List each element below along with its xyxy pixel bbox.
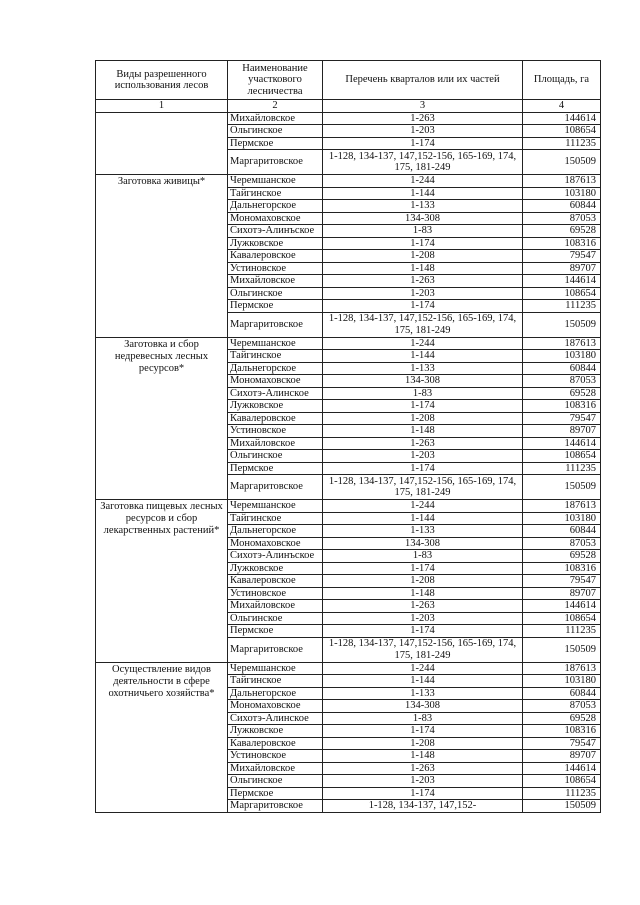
activity-type-cell: Заготовка живицы* <box>96 175 228 338</box>
forestry-name-cell: Маргаритовское <box>228 637 323 662</box>
area-cell: 69528 <box>523 225 601 238</box>
forestry-name-cell: Устиновское <box>228 425 323 438</box>
quarters-cell: 1-133 <box>323 525 523 538</box>
forestry-name-cell: Тайгинское <box>228 675 323 688</box>
forestry-name-cell: Ольгинское <box>228 775 323 788</box>
quarters-cell: 1-174 <box>323 787 523 800</box>
forestry-name-cell: Дальнегорское <box>228 525 323 538</box>
column-number: 2 <box>228 100 323 113</box>
area-cell: 60844 <box>523 362 601 375</box>
quarters-cell: 1-203 <box>323 450 523 463</box>
area-cell: 111235 <box>523 462 601 475</box>
forestry-name-cell: Сихотэ-Алинское <box>228 712 323 725</box>
forestry-name-cell: Черемшанское <box>228 175 323 188</box>
quarters-cell: 134-308 <box>323 375 523 388</box>
quarters-cell: 1-144 <box>323 350 523 363</box>
area-cell: 108654 <box>523 125 601 138</box>
forestry-name-cell: Маргаритовское <box>228 475 323 500</box>
quarters-cell: 1-208 <box>323 575 523 588</box>
area-cell: 79547 <box>523 412 601 425</box>
forestry-name-cell: Сихотэ-Алинское <box>228 387 323 400</box>
table-row <box>96 175 601 188</box>
table-row <box>96 662 601 675</box>
quarters-cell: 1-148 <box>323 425 523 438</box>
area-cell: 187613 <box>523 337 601 350</box>
area-cell: 108316 <box>523 400 601 413</box>
forestry-name-cell: Пермское <box>228 462 323 475</box>
forestry-name-cell: Михайловское <box>228 600 323 613</box>
forestry-name-cell: Кавалеровское <box>228 412 323 425</box>
quarters-cell: 1-144 <box>323 512 523 525</box>
quarters-cell: 1-148 <box>323 750 523 763</box>
table-row <box>96 500 601 513</box>
activity-type-cell: Заготовка и сбор недревесных лесных ресурсов* <box>96 337 228 500</box>
quarters-cell: 134-308 <box>323 700 523 713</box>
area-cell: 108316 <box>523 562 601 575</box>
forestry-name-cell: Ольгинское <box>228 450 323 463</box>
activity-type-cell <box>96 112 228 175</box>
area-cell: 60844 <box>523 200 601 213</box>
forestry-name-cell: Пермское <box>228 300 323 313</box>
column-number: 1 <box>96 100 228 113</box>
forestry-name-cell: Тайгинское <box>228 187 323 200</box>
forestry-name-cell: Мономаховское <box>228 700 323 713</box>
area-cell: 60844 <box>523 525 601 538</box>
quarters-cell: 1-128, 134-137, 147,152-156, 165-169, 174, 175, 181-249 <box>323 475 523 500</box>
area-cell: 103180 <box>523 350 601 363</box>
quarters-cell: 1-244 <box>323 662 523 675</box>
forestry-name-cell: Маргаритовское <box>228 150 323 175</box>
forestry-name-cell: Маргаритовское <box>228 312 323 337</box>
area-cell: 150509 <box>523 150 601 175</box>
forestry-name-cell: Мономаховское <box>228 537 323 550</box>
area-cell: 79547 <box>523 250 601 263</box>
area-cell: 87053 <box>523 375 601 388</box>
quarters-cell: 1-144 <box>323 187 523 200</box>
area-cell: 111235 <box>523 300 601 313</box>
quarters-cell: 1-133 <box>323 362 523 375</box>
quarters-cell: 1-133 <box>323 687 523 700</box>
header-use-type: Виды разрешенного использования лесов <box>96 61 228 100</box>
area-cell: 60844 <box>523 687 601 700</box>
area-cell: 111235 <box>523 787 601 800</box>
quarters-cell: 1-128, 134-137, 147,152-156, 165-169, 174, 175, 181-249 <box>323 637 523 662</box>
forestry-name-cell: Михайловское <box>228 762 323 775</box>
quarters-cell: 1-203 <box>323 125 523 138</box>
quarters-cell: 1-263 <box>323 437 523 450</box>
area-cell: 89707 <box>523 750 601 763</box>
forest-use-table <box>95 60 601 813</box>
forestry-name-cell: Лужковское <box>228 400 323 413</box>
area-cell: 79547 <box>523 737 601 750</box>
quarters-cell: 1-128, 134-137, 147,152-156, 165-169, 174, 175, 181-249 <box>323 150 523 175</box>
forestry-name-cell: Черемшанское <box>228 500 323 513</box>
area-cell: 150509 <box>523 800 601 813</box>
area-cell: 103180 <box>523 512 601 525</box>
quarters-cell: 1-148 <box>323 262 523 275</box>
forestry-name-cell: Устиновское <box>228 587 323 600</box>
column-number: 3 <box>323 100 523 113</box>
area-cell: 150509 <box>523 475 601 500</box>
quarters-cell: 1-144 <box>323 675 523 688</box>
forestry-name-cell: Черемшанское <box>228 662 323 675</box>
area-cell: 187613 <box>523 500 601 513</box>
area-cell: 144614 <box>523 437 601 450</box>
quarters-cell: 1-174 <box>323 300 523 313</box>
forestry-name-cell: Михайловское <box>228 437 323 450</box>
table-body <box>96 61 601 813</box>
forestry-name-cell: Сихотэ-Алинъское <box>228 550 323 563</box>
forestry-name-cell: Маргаритовское <box>228 800 323 813</box>
quarters-cell: 1-174 <box>323 462 523 475</box>
area-cell: 69528 <box>523 387 601 400</box>
quarters-cell: 1-203 <box>323 612 523 625</box>
activity-type-cell: Осуществление видов деятельности в сфере охотничьего хозяйства* <box>96 662 228 812</box>
quarters-cell: 1-244 <box>323 337 523 350</box>
forestry-name-cell: Дальнегорское <box>228 362 323 375</box>
activity-type-cell: Заготовка пищевых лесных ресурсов и сбор лекарственных растений* <box>96 500 228 663</box>
forestry-name-cell: Кавалеровское <box>228 737 323 750</box>
area-cell: 150509 <box>523 637 601 662</box>
quarters-cell: 1-203 <box>323 287 523 300</box>
area-cell: 108654 <box>523 450 601 463</box>
area-cell: 111235 <box>523 625 601 638</box>
forestry-name-cell: Ольгинское <box>228 125 323 138</box>
quarters-cell: 1-244 <box>323 175 523 188</box>
area-cell: 187613 <box>523 662 601 675</box>
quarters-cell: 1-128, 134-137, 147,152- <box>323 800 523 813</box>
area-cell: 144614 <box>523 762 601 775</box>
quarters-cell: 1-263 <box>323 112 523 125</box>
quarters-cell: 1-128, 134-137, 147,152-156, 165-169, 174, 175, 181-249 <box>323 312 523 337</box>
forestry-name-cell: Лужковское <box>228 725 323 738</box>
area-cell: 89707 <box>523 262 601 275</box>
area-cell: 111235 <box>523 137 601 150</box>
area-cell: 69528 <box>523 550 601 563</box>
area-cell: 87053 <box>523 212 601 225</box>
quarters-cell: 1-208 <box>323 412 523 425</box>
table-row <box>96 337 601 350</box>
forestry-name-cell: Дальнегорское <box>228 687 323 700</box>
quarters-cell: 1-174 <box>323 237 523 250</box>
column-number: 4 <box>523 100 601 113</box>
header-row <box>96 61 601 100</box>
area-cell: 108316 <box>523 725 601 738</box>
column-number-row <box>96 100 601 113</box>
forestry-name-cell: Ольгинское <box>228 612 323 625</box>
table-row <box>96 112 601 125</box>
area-cell: 144614 <box>523 275 601 288</box>
forestry-name-cell: Мономаховское <box>228 375 323 388</box>
quarters-cell: 1-174 <box>323 562 523 575</box>
area-cell: 108316 <box>523 237 601 250</box>
quarters-cell: 1-174 <box>323 137 523 150</box>
forestry-name-cell: Лужковское <box>228 237 323 250</box>
quarters-cell: 1-244 <box>323 500 523 513</box>
forestry-name-cell: Тайгинское <box>228 350 323 363</box>
forestry-name-cell: Пермское <box>228 137 323 150</box>
area-cell: 79547 <box>523 575 601 588</box>
area-cell: 108654 <box>523 287 601 300</box>
forestry-name-cell: Устиновское <box>228 750 323 763</box>
area-cell: 144614 <box>523 112 601 125</box>
forestry-name-cell: Лужковское <box>228 562 323 575</box>
forestry-name-cell: Пермское <box>228 625 323 638</box>
quarters-cell: 1-203 <box>323 775 523 788</box>
area-cell: 108654 <box>523 775 601 788</box>
area-cell: 103180 <box>523 187 601 200</box>
header-area: Площадь, га <box>523 61 601 100</box>
quarters-cell: 1-83 <box>323 712 523 725</box>
quarters-cell: 1-148 <box>323 587 523 600</box>
area-cell: 69528 <box>523 712 601 725</box>
area-cell: 144614 <box>523 600 601 613</box>
quarters-cell: 1-208 <box>323 250 523 263</box>
forestry-name-cell: Дальнегорское <box>228 200 323 213</box>
quarters-cell: 1-174 <box>323 400 523 413</box>
area-cell: 103180 <box>523 675 601 688</box>
area-cell: 89707 <box>523 425 601 438</box>
quarters-cell: 1-83 <box>323 225 523 238</box>
quarters-cell: 134-308 <box>323 212 523 225</box>
quarters-cell: 1-174 <box>323 625 523 638</box>
forestry-name-cell: Михайловское <box>228 112 323 125</box>
forestry-name-cell: Кавалеровское <box>228 575 323 588</box>
quarters-cell: 1-263 <box>323 600 523 613</box>
forestry-name-cell: Сихотэ-Алинъское <box>228 225 323 238</box>
quarters-cell: 1-174 <box>323 725 523 738</box>
forestry-name-cell: Кавалеровское <box>228 250 323 263</box>
quarters-cell: 1-263 <box>323 762 523 775</box>
quarters-cell: 1-133 <box>323 200 523 213</box>
forestry-name-cell: Устиновское <box>228 262 323 275</box>
area-cell: 150509 <box>523 312 601 337</box>
area-cell: 87053 <box>523 537 601 550</box>
area-cell: 87053 <box>523 700 601 713</box>
forestry-name-cell: Пермское <box>228 787 323 800</box>
header-quarters: Перечень кварталов или их частей <box>323 61 523 100</box>
forestry-name-cell: Ольгинское <box>228 287 323 300</box>
quarters-cell: 1-83 <box>323 387 523 400</box>
quarters-cell: 1-208 <box>323 737 523 750</box>
header-forestry-name: Наименование участкового лесничества <box>228 61 323 100</box>
forestry-name-cell: Мономаховское <box>228 212 323 225</box>
forestry-name-cell: Тайгинское <box>228 512 323 525</box>
forestry-name-cell: Михайловское <box>228 275 323 288</box>
quarters-cell: 1-83 <box>323 550 523 563</box>
quarters-cell: 1-263 <box>323 275 523 288</box>
area-cell: 108654 <box>523 612 601 625</box>
area-cell: 187613 <box>523 175 601 188</box>
forestry-name-cell: Черемшанское <box>228 337 323 350</box>
quarters-cell: 134-308 <box>323 537 523 550</box>
area-cell: 89707 <box>523 587 601 600</box>
